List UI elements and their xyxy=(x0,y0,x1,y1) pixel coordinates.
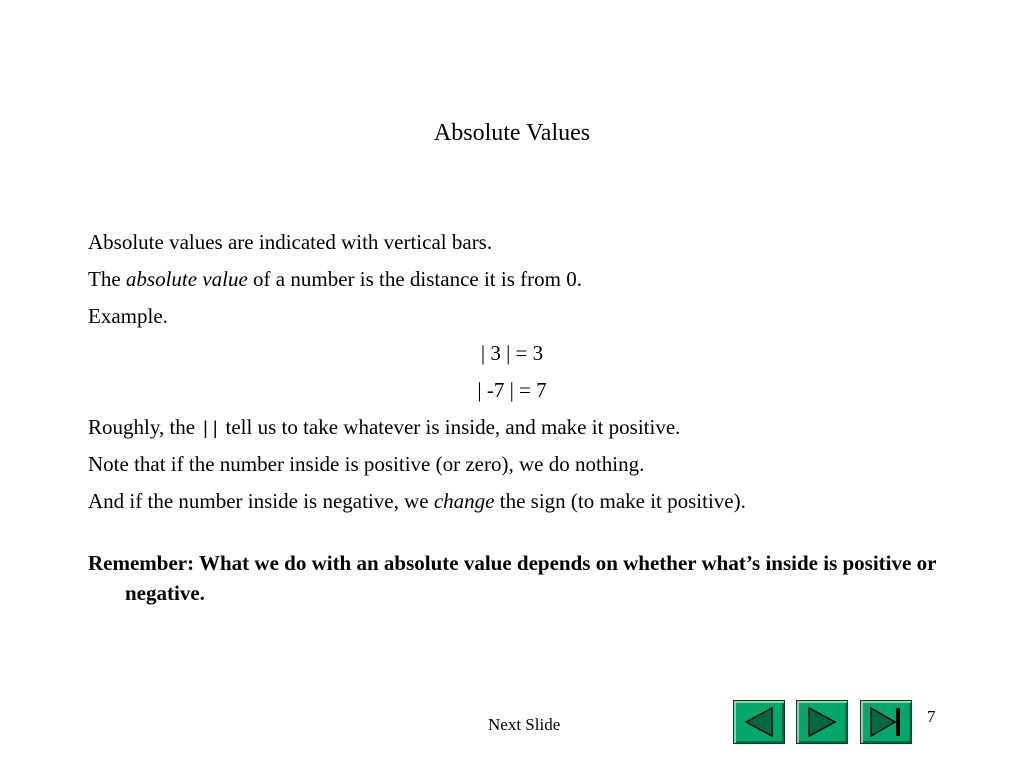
slide-body xyxy=(88,230,948,608)
line-4-after: tell us to take whatever is inside, and make it positive. xyxy=(225,415,681,439)
page-number: 7 xyxy=(927,707,936,726)
body-line-6 xyxy=(88,489,948,526)
line-6-before: And if the number inside is negative, we xyxy=(88,489,434,513)
example-1: | 3 | = 3 xyxy=(480,341,544,365)
line-2-after: of a number is the distance it is from 0. xyxy=(247,267,582,291)
play-right-icon xyxy=(797,701,847,743)
body-line-3: Example. xyxy=(88,304,168,328)
skip-end-icon xyxy=(861,701,911,743)
next-slide-button[interactable] xyxy=(796,700,848,744)
line-2-before: The xyxy=(88,267,126,291)
line-4-before: Roughly, the xyxy=(88,415,196,439)
line-4-bars: | | xyxy=(203,418,218,438)
remember-note: Remember: What we do with an absolute value depends on whether what’s inside is positive or negative. xyxy=(88,551,937,605)
line-2-emphasis: absolute value xyxy=(125,267,248,291)
example-2: | -7 | = 7 xyxy=(477,378,547,402)
previous-slide-button[interactable] xyxy=(733,700,785,744)
line-6-after: the sign (to make it positive). xyxy=(494,489,746,513)
next-slide-link[interactable]: Next Slide xyxy=(488,715,561,734)
body-line-5: Note that if the number inside is positive (or zero), we do nothing. xyxy=(88,452,645,476)
play-left-icon xyxy=(734,701,784,743)
body-line-1: Absolute values are indicated with vertical bars. xyxy=(88,230,493,254)
slide-title: Absolute Values xyxy=(433,120,591,146)
body-line-4 xyxy=(88,415,948,452)
line-6-emphasis: change xyxy=(433,489,495,513)
body-line-2 xyxy=(88,267,948,304)
last-slide-button[interactable] xyxy=(860,700,912,744)
